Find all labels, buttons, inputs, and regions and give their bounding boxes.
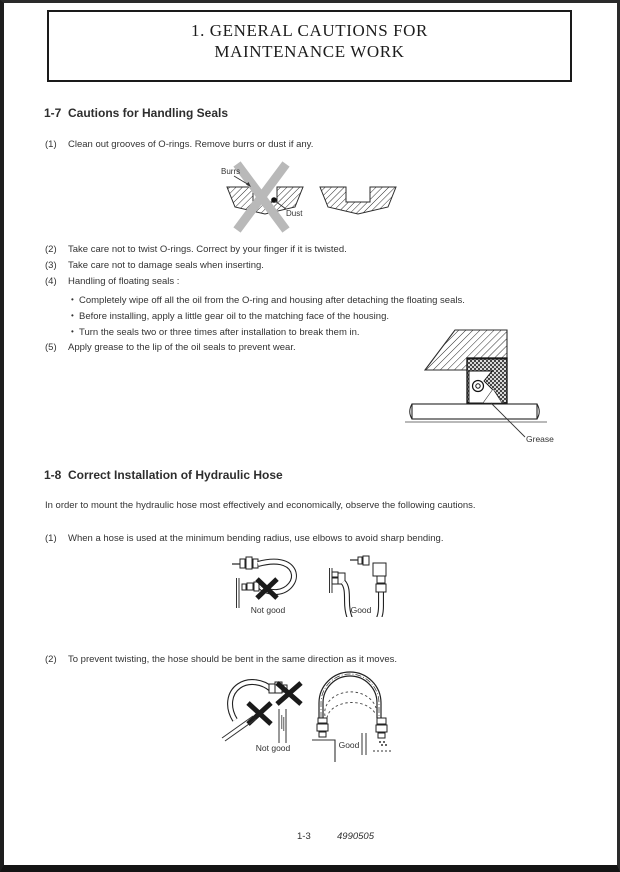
- pipe-inner-marks: [282, 715, 284, 731]
- groove-clean: [320, 187, 396, 214]
- bullet-text: Turn the seals two or three times after installation to break them in.: [79, 327, 360, 338]
- section-seals-heading: [44, 106, 228, 120]
- footer-doc-number: 4990505: [337, 831, 374, 842]
- not-good-label: Not good: [250, 605, 286, 615]
- item-text: When a hose is used at the minimum bending radius, use elbows to avoid sharp bending.: [68, 533, 444, 544]
- seal-item-4: [45, 276, 179, 288]
- section-hose-heading: [44, 468, 283, 482]
- hose-twist-drawing: [215, 667, 400, 765]
- hose-item-1: [45, 533, 443, 545]
- shaft: [412, 404, 537, 419]
- hose-right-fitting: [376, 718, 387, 738]
- hose-top-fitting: [240, 557, 258, 569]
- bullet-marker: •: [71, 295, 74, 304]
- thread-dots: [379, 741, 387, 746]
- figure-oring-groove: [212, 160, 407, 240]
- figure-hose-twist: [215, 667, 400, 770]
- seal-item-2: [45, 244, 347, 256]
- hose-outer-wall: [319, 672, 381, 718]
- hose-upper-fitting: [358, 556, 386, 592]
- oil-seal-drawing: [403, 329, 573, 451]
- seal-item-3: [45, 260, 264, 272]
- hose-inner-wall: [323, 676, 377, 718]
- dust-label: Dust: [286, 209, 303, 218]
- item-number: (1): [45, 139, 57, 150]
- section-hose-number: 1-8: [44, 468, 62, 482]
- not-good-label: Not good: [255, 743, 291, 753]
- item-text: Clean out grooves of O-rings. Remove burrs or dust if any.: [68, 139, 314, 150]
- item-text: To prevent twisting, the hose should be bent in the same direction as it moves.: [68, 654, 397, 665]
- figure-hose-bend: [230, 551, 395, 622]
- mounting-bracket: [312, 740, 335, 762]
- bullet-text: Before installing, apply a little gear oil to the matching face of the housing.: [79, 311, 389, 322]
- item-number: (4): [45, 276, 57, 287]
- item-number: (3): [45, 260, 57, 271]
- section-hose-title: Correct Installation of Hydraulic Hose: [68, 468, 283, 482]
- hose-item-2: [45, 654, 397, 666]
- item-text: Take care not to twist O-rings. Correct by your finger if it is twisted.: [68, 244, 347, 255]
- bullet-marker: •: [71, 327, 74, 336]
- section-seals-title: Cautions for Handling Seals: [68, 106, 229, 120]
- seal-item-5: [45, 342, 296, 354]
- bullet-marker: •: [71, 311, 74, 320]
- page-title-line-1: 1. GENERAL CAUTIONS FOR: [190, 21, 428, 40]
- hose-intro: In order to mount the hydraulic hose most effectively and economically, observe the following cautions.: [45, 500, 476, 511]
- mounting-plate: [237, 578, 240, 608]
- grease-label: Grease: [526, 434, 554, 444]
- good-label: Good: [350, 605, 372, 615]
- item-number: (2): [45, 654, 57, 665]
- good-label: Good: [338, 740, 360, 750]
- garter-spring: [473, 381, 484, 392]
- item-number: (1): [45, 533, 57, 544]
- footer-page-number: 1-3: [297, 831, 311, 842]
- seal-subbullet-3: [71, 326, 360, 339]
- hose-bottom-fitting: [242, 582, 259, 591]
- item-text: Take care not to damage seals when inserting.: [68, 260, 264, 271]
- figure-oil-seal: [403, 329, 573, 456]
- section-seals-number: 1-7: [44, 106, 62, 120]
- moved-position-arc-2: [327, 703, 375, 718]
- seal-item-1: [45, 139, 313, 151]
- item-text: Handling of floating seals :: [68, 276, 180, 287]
- pipe-lines: [362, 733, 366, 755]
- hose-bend-drawing: [230, 551, 395, 617]
- oring-groove-drawing: [212, 160, 407, 235]
- pipe-lines: [279, 709, 286, 743]
- item-text: Apply grease to the lip of the oil seals to prevent wear.: [68, 342, 296, 353]
- page-title-line-2: MAINTENANCE WORK: [214, 42, 405, 61]
- moved-position-arc-1: [325, 692, 376, 716]
- bullet-text: Completely wipe off all the oil from the O-ring and housing after detaching the floating seals.: [79, 295, 465, 306]
- seal-subbullet-1: [71, 294, 465, 307]
- burrs-label: Burrs: [221, 167, 241, 176]
- item-number: (5): [45, 342, 57, 353]
- not-good-cross-lower: [248, 703, 271, 724]
- seal-subbullet-2: [71, 310, 389, 323]
- hose-left-fitting: [317, 718, 328, 737]
- item-number: (2): [45, 244, 57, 255]
- page-header-box: [47, 10, 572, 82]
